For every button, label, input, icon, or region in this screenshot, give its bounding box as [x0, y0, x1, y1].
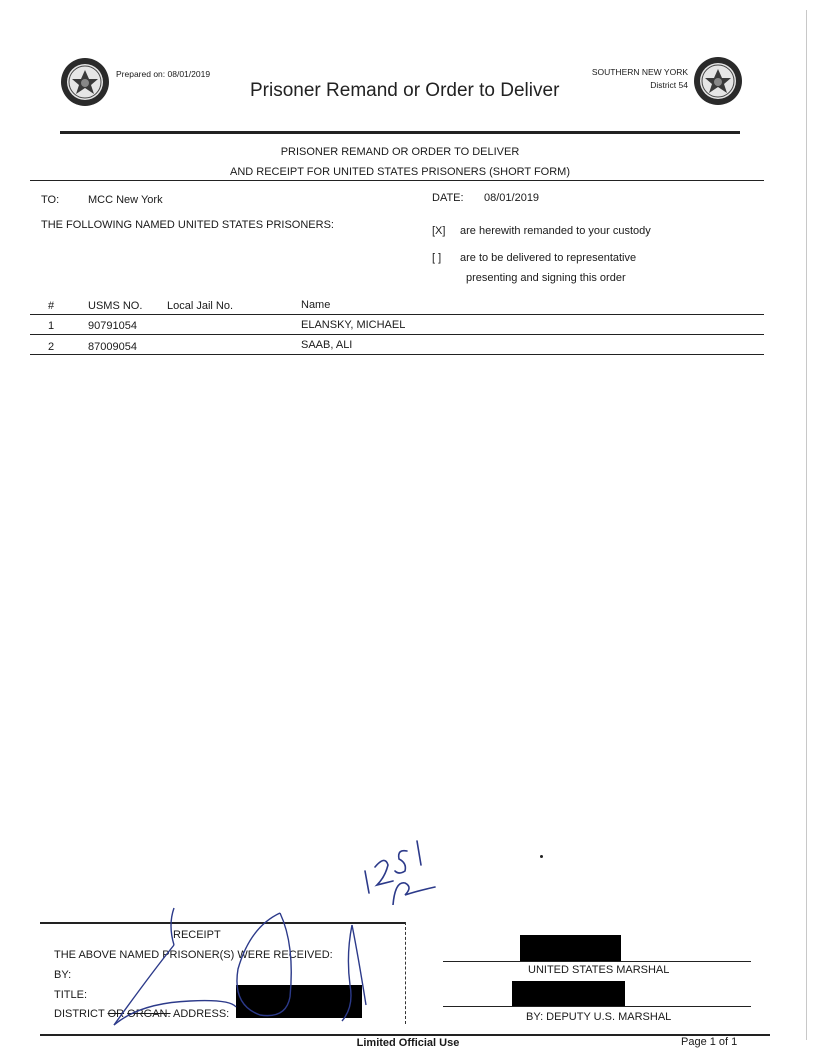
- row-prisoner-name: ELANSKY, MICHAEL: [301, 319, 406, 331]
- page-number: Page 1 of 1: [681, 1036, 738, 1048]
- title-label: TITLE:: [54, 989, 88, 1001]
- form-heading-line2: AND RECEIPT FOR UNITED STATES PRISONERS (SHORT FORM): [229, 166, 570, 178]
- row-number: 1: [48, 320, 55, 332]
- handwritten-time-note: [355, 835, 465, 905]
- district-suffix: ADDRESS:: [170, 1008, 230, 1020]
- deliver-option-text-line1: are to be delivered to representative: [460, 252, 637, 264]
- classification-label: Limited Official Use: [356, 1037, 460, 1049]
- prisoners-label: THE FOLLOWING NAMED UNITED STATES PRISONERS:: [41, 219, 334, 231]
- deliver-option-text-line2: presenting and signing this order: [466, 272, 626, 284]
- usms-seal-right-icon: [693, 56, 743, 106]
- to-label: TO:: [41, 194, 60, 206]
- district-strike-organ: ORGAN.: [127, 1008, 171, 1020]
- form-heading-divider: [30, 180, 764, 181]
- row-usms-number: 87009054: [88, 341, 137, 353]
- deliver-checkbox[interactable]: [ ]: [432, 252, 442, 264]
- district-prefix: DISTRICT: [54, 1008, 108, 1020]
- date-label: DATE:: [432, 192, 464, 204]
- receipt-title: RECEIPT: [173, 929, 221, 941]
- form-heading-line1: PRISONER REMAND OR ORDER TO DELIVER: [280, 146, 520, 158]
- column-header-usms: USMS NO.: [88, 300, 143, 312]
- column-header-number: #: [48, 300, 55, 312]
- remanded-checkbox[interactable]: [X]: [432, 225, 446, 237]
- remanded-option-text: are herewith remanded to your custody: [460, 225, 651, 237]
- table-header-divider: [30, 314, 764, 315]
- row-number: 2: [48, 341, 55, 353]
- table-row-divider: [30, 334, 764, 335]
- column-header-name: Name: [301, 299, 331, 311]
- by-label: BY:: [54, 969, 72, 981]
- district-number: District 54: [650, 80, 688, 90]
- marshal-signature-line: [443, 961, 751, 962]
- page-title: Prisoner Remand or Order to Deliver: [250, 80, 560, 101]
- row-prisoner-name: SAAB, ALI: [301, 339, 353, 351]
- marshal-label: UNITED STATES MARSHAL: [528, 964, 670, 976]
- receipt-side-border: [405, 922, 406, 1024]
- header-divider: [60, 131, 740, 134]
- district-name: SOUTHERN NEW YORK: [591, 67, 688, 77]
- redacted-marshal-name: [520, 935, 621, 961]
- redacted-signature-box: [236, 985, 362, 1018]
- deputy-signature-line: [443, 1006, 751, 1007]
- column-header-jail: Local Jail No.: [167, 300, 234, 312]
- date-value: 08/01/2019: [484, 192, 540, 204]
- district-strike-or: OR: [107, 1008, 125, 1020]
- deputy-label: BY: DEPUTY U.S. MARSHAL: [526, 1011, 672, 1023]
- prepared-on-date: Prepared on: 08/01/2019: [116, 69, 211, 79]
- redacted-deputy-name: [512, 981, 625, 1006]
- stray-mark: [540, 855, 543, 858]
- usms-seal-left-icon: [60, 57, 110, 107]
- received-label: THE ABOVE NAMED PRISONER(S) WERE RECEIVED:: [54, 949, 333, 961]
- to-value: MCC New York: [88, 194, 163, 206]
- district-address-label: [54, 1008, 229, 1020]
- row-usms-number: 90791054: [88, 320, 137, 332]
- footer-divider: [40, 1034, 770, 1036]
- table-bottom-divider: [30, 354, 764, 355]
- receipt-top-border: [40, 922, 406, 924]
- scan-edge-line: [806, 10, 807, 1040]
